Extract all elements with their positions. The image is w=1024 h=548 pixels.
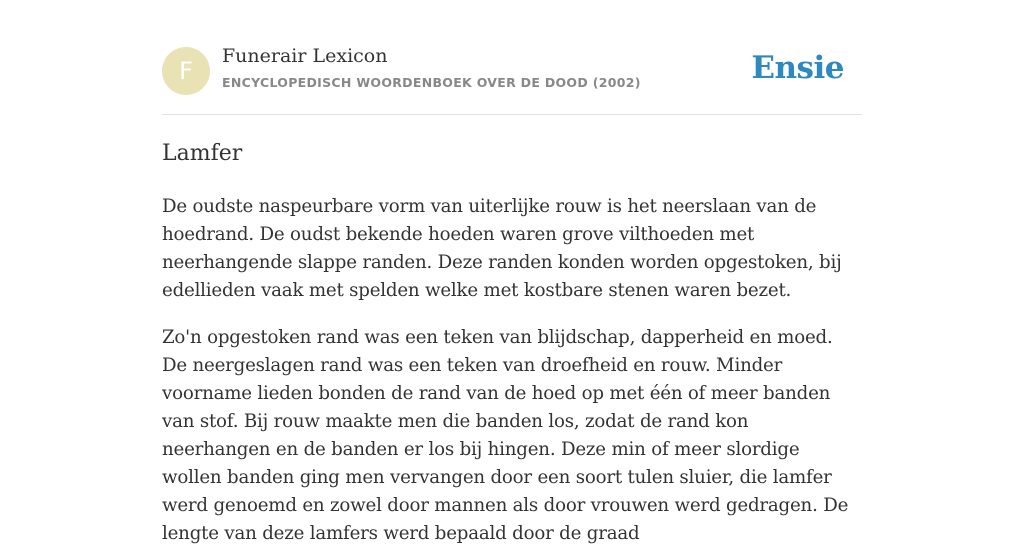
article [162, 139, 862, 548]
source-subtitle: ENCYCLOPEDISCH WOORDENBOEK OVER DE DOOD (2002) [222, 75, 641, 90]
header [162, 0, 862, 115]
article-paragraph: De oudste naspeurbare vorm van uiterlijke rouw is het neerslaan van de hoedrand. De oudst bekende hoeden waren grove vilthoeden met neerhangende slappe randen. Deze randen konden worden opgestoken, bij edellieden vaak met spelden welke met kostbare stenen waren bezet. [162, 196, 842, 301]
page [162, 0, 862, 548]
source-avatar[interactable]: F [162, 47, 210, 95]
source-title-link[interactable]: Funerair Lexicon [222, 45, 388, 67]
article-title: Lamfer [162, 141, 243, 166]
brand-logo-link[interactable]: Ensie [751, 50, 844, 86]
article-paragraph: Zo'n opgestoken rand was een teken van blijdschap, dapperheid en moed. De neergeslagen rand was een teken van droefheid en rouw. Minder voorname lieden bonden de rand van de hoed op met één of meer banden van stof. Bij rouw maakte men die banden los, zodat de rand kon neerhangen en de banden er los bij hingen. Deze min of meer slordige wollen banden ging men vervangen door een soort tulen sluier, die lamfer werd genoemd en zowel door mannen als door vrouwen werd gedragen. De lengte van deze lamfers werd bepaald door de graad [162, 327, 849, 544]
